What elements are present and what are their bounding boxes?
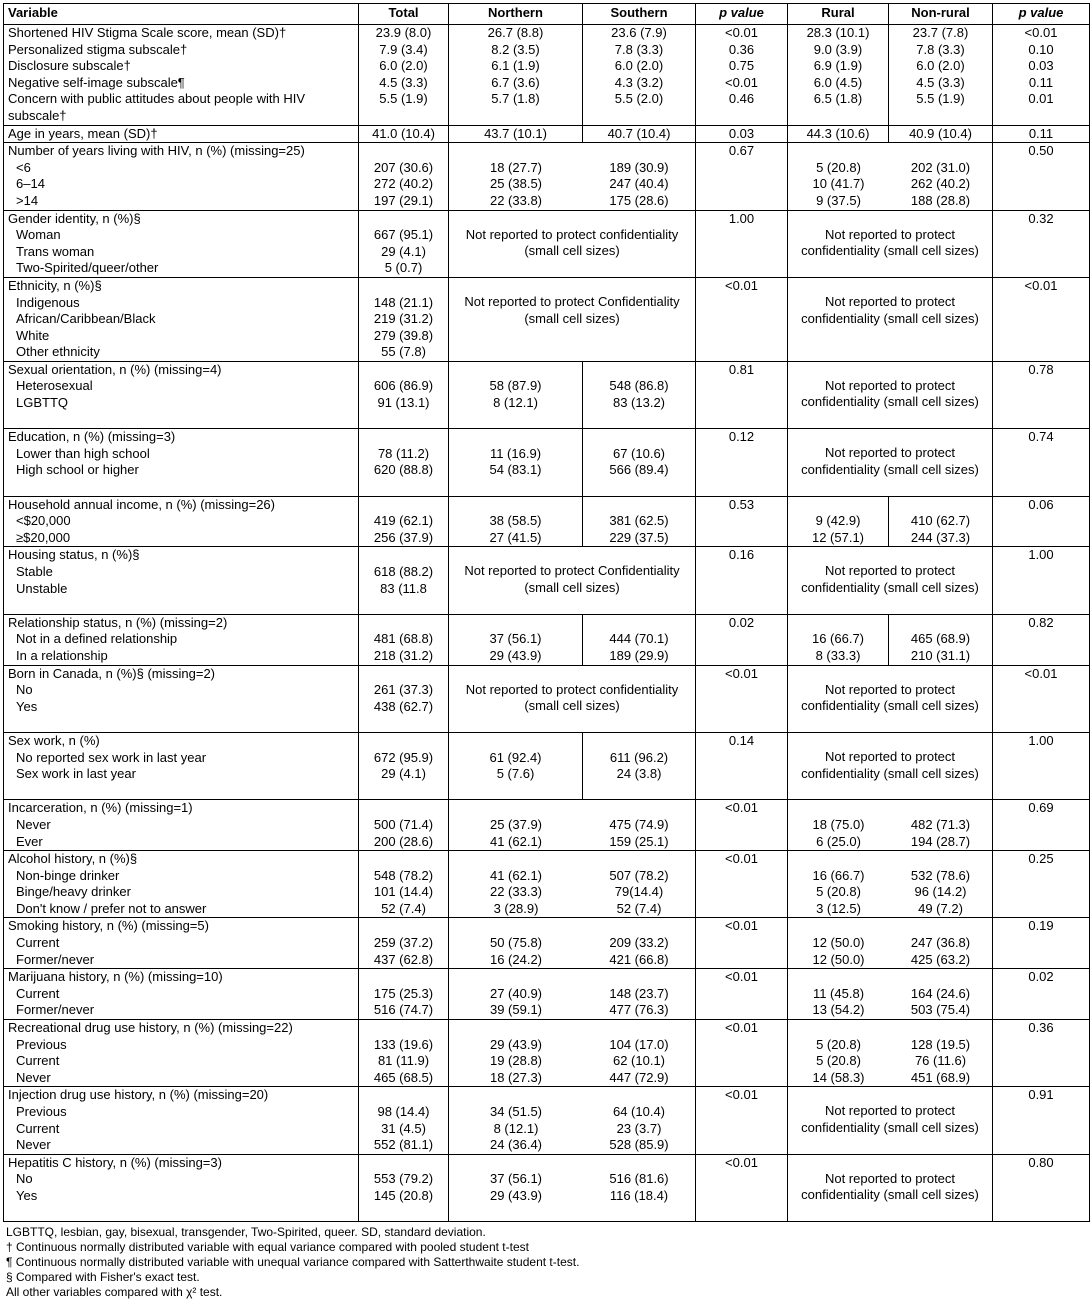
table-row [4, 25, 1090, 126]
header-row [4, 4, 1090, 25]
table-row: Ethnicity, n (%)§ Indigenous African/Caribbean/Black White Other ethnicity 148 (21.1) 219 (31.2) 279 (39.8) 55 (7.8) Not reported to protect Confidentiality (small cell sizes) <0.01 Not reported to protect confidentiality (small cell sizes) <0.01 [4, 277, 1090, 361]
table-row: Injection drug use history, n (%) (missing=20) Previous Current Never 98 (14.4) 31 (4.5) 552 (81.1) 34 (51.5) 8 (12.1) 24 (36.4) 64 (10.4) 23 (3.7) 528 (85.9) <0.01 Not reported to protect confidentiality (small cell sizes) 0.91 [4, 1087, 1090, 1154]
table-row: Recreational drug use history, n (%) (missing=22) Previous Current Never 133 (19.6) 81 (11.9) 465 (68.5) 29 (43.9) 19 (28.8) 18 (27.3) 104 (17.0) 62 (10.1) 447 (72.9) <0.01 5 (20.8) 5 (20.8) 14 (58.3) 128 (19.5) 76 (11.6) 451 (68.9) 0.36 [4, 1020, 1090, 1087]
table-row: Smoking history, n (%) (missing=5) Current Former/never 259 (37.2) 437 (62.8) 50 (75.8) 16 (24.2) 209 (33.2) 421 (66.8) <0.01 12 (50.0) 12 (50.0) 247 (36.8) 425 (63.2) 0.19 [4, 918, 1090, 969]
col-p-value-region: p value [696, 4, 788, 25]
table-row: Incarceration, n (%) (missing=1) Never Ever 500 (71.4) 200 (28.6) 25 (37.9) 41 (62.1) 475 (74.9) 159 (25.1) <0.01 18 (75.0) 6 (25.0) 482 (71.3) 194 (28.7) 0.69 [4, 800, 1090, 851]
table-footnotes [3, 1225, 1089, 1300]
table-row: Number of years living with HIV, n (%) (missing=25) <6 6–14 >14 207 (30.6) 272 (40.2) 197 (29.1) 18 (27.7) 25 (38.5) 22 (33.8) 189 (30.9) 247 (40.4) 175 (28.6) 0.67 5 (20.8) 10 (41.7) 9 (37.5) 202 (31.0) 262 (40.2) 188 (28.8) 0.50 [4, 143, 1090, 210]
age-label: Age in years, mean (SD)† [4, 125, 359, 143]
table-row: Housing status, n (%)§ Stable Unstable 618 (88.2) 83 (11.8 Not reported to protect Confidentiality (small cell sizes) 0.16 Not reported to protect confidentiality (small cell sizes) 1.00 [4, 547, 1090, 614]
col-rural: Rural [788, 4, 889, 25]
col-northern: Northern [449, 4, 583, 25]
col-southern: Southern [583, 4, 696, 25]
stigma-total: 23.9 (8.0) 7.9 (3.4) 6.0 (2.0) 4.5 (3.3) 5.5 (1.9) [359, 25, 449, 126]
table-row: Household annual income, n (%) (missing=26) <$20,000 ≥$20,000 419 (62.1) 256 (37.9) 38 (58.5) 27 (41.5) 381 (62.5) 229 (37.5) 0.53 9 (42.9) 12 (57.1) 410 (62.7) 244 (37.3) 0.06 [4, 496, 1090, 547]
stigma-rural: 28.3 (10.1) 9.0 (3.9) 6.9 (1.9) 6.0 (4.5) 6.5 (1.8) [788, 25, 889, 126]
stigma-southern: 23.6 (7.9) 7.8 (3.3) 6.0 (2.0) 4.3 (3.2) 5.5 (2.0) [583, 25, 696, 126]
table-row: Born in Canada, n (%)§ (missing=2) No Yes 261 (37.3) 438 (62.7) Not reported to protect confidentiality (small cell sizes) <0.01 Not reported to protect confidentiality (small cell sizes) <0.01 [4, 665, 1090, 732]
characteristics-table [3, 3, 1090, 1222]
footnote-pilcrow: ¶ Continuous normally distributed variable with unequal variance compared with Satterthwaite student t-test. [6, 1255, 580, 1270]
table-container [3, 3, 1089, 1300]
col-total: Total [359, 4, 449, 25]
stigma-labels: Shortened HIV Stigma Scale score, mean (SD)† Personalized stigma subscale† Disclosure subscale† Negative self-image subscale¶ Concern with public attitudes about people with HIV subscale† [4, 25, 359, 126]
table-row: Sexual orientation, n (%) (missing=4) Heterosexual LGBTTQ 606 (86.9) 91 (13.1) 58 (87.9) 8 (12.1) 548 (86.8) 83 (13.2) 0.81 Not reported to protect confidentiality (small cell sizes) 0.78 [4, 361, 1090, 428]
stigma-northern: 26.7 (8.8) 8.2 (3.5) 6.1 (1.9) 6.7 (3.6) 5.7 (1.8) [449, 25, 583, 126]
stigma-nonrural: 23.7 (7.8) 7.8 (3.3) 6.0 (2.0) 4.5 (3.3) 5.5 (1.9) [889, 25, 993, 126]
stigma-p2: <0.01 0.10 0.03 0.11 0.01 [993, 25, 1090, 126]
table-row: Relationship status, n (%) (missing=2) Not in a defined relationship In a relationship 481 (68.8) 218 (31.2) 37 (56.1) 29 (43.9) 444 (70.1) 189 (29.9) 0.02 16 (66.7) 8 (33.3) 465 (68.9) 210 (31.1) 0.82 [4, 614, 1090, 665]
table-row: Marijuana history, n (%) (missing=10) Current Former/never 175 (25.3) 516 (74.7) 27 (40.9) 39 (59.1) 148 (23.7) 477 (76.3) <0.01 11 (45.8) 13 (54.2) 164 (24.6) 503 (75.4) 0.02 [4, 969, 1090, 1020]
table-row: Alcohol history, n (%)§ Non-binge drinker Binge/heavy drinker Don't know / prefer not to answer 548 (78.2) 101 (14.4) 52 (7.4) 41 (62.1) 22 (33.3) 3 (28.9) 507 (78.2) 79(14.4) 52 (7.4) <0.01 16 (66.7) 5 (20.8) 3 (12.5) 532 (78.6) 96 (14.2) 49 (7.2) 0.25 [4, 851, 1090, 918]
table-row: Gender identity, n (%)§ Woman Trans woman Two-Spirited/queer/other 667 (95.1) 29 (4.1) 5 (0.7) Not reported to protect confidentiality (small cell sizes) 1.00 Not reported to protect confidentiality (small cell sizes) 0.32 [4, 210, 1090, 277]
col-nonrural: Non-rural [889, 4, 993, 25]
col-p-value-rurality: p value [993, 4, 1090, 25]
footnote-dagger: † Continuous normally distributed variable with equal variance compared with pooled student t-test [6, 1240, 529, 1255]
table-row: Education, n (%) (missing=3) Lower than high school High school or higher 78 (11.2) 620 (88.8) 11 (16.9) 54 (83.1) 67 (10.6) 566 (89.4) 0.12 Not reported to protect confidentiality (small cell sizes) 0.74 [4, 429, 1090, 496]
footnote-section: § Compared with Fisher's exact test. [6, 1270, 200, 1285]
stigma-p1: <0.01 0.36 0.75 <0.01 0.46 [696, 25, 788, 126]
table-row: Sex work, n (%) No reported sex work in last year Sex work in last year 672 (95.9) 29 (4.1) 61 (92.4) 5 (7.6) 611 (96.2) 24 (3.8) 0.14 Not reported to protect confidentiality (small cell sizes) 1.00 [4, 732, 1090, 799]
table-row: Hepatitis C history, n (%) (missing=3) No Yes 553 (79.2) 145 (20.8) 37 (56.1) 29 (43.9) 516 (81.6) 116 (18.4) <0.01 Not reported to protect confidentiality (small cell sizes) 0.80 [4, 1154, 1090, 1221]
footnote-other: All other variables compared with χ² test. [6, 1285, 223, 1300]
col-variable: Variable [4, 4, 359, 25]
footnote-abbreviations: LGBTTQ, lesbian, gay, bisexual, transgender, Two-Spirited, queer. SD, standard deviation. [6, 1225, 486, 1240]
table-row: Age in years, mean (SD)† 41.0 (10.4) 43.7 (10.1) 40.7 (10.4) 0.03 44.3 (10.6) 40.9 (10.4) 0.11 [4, 125, 1090, 143]
